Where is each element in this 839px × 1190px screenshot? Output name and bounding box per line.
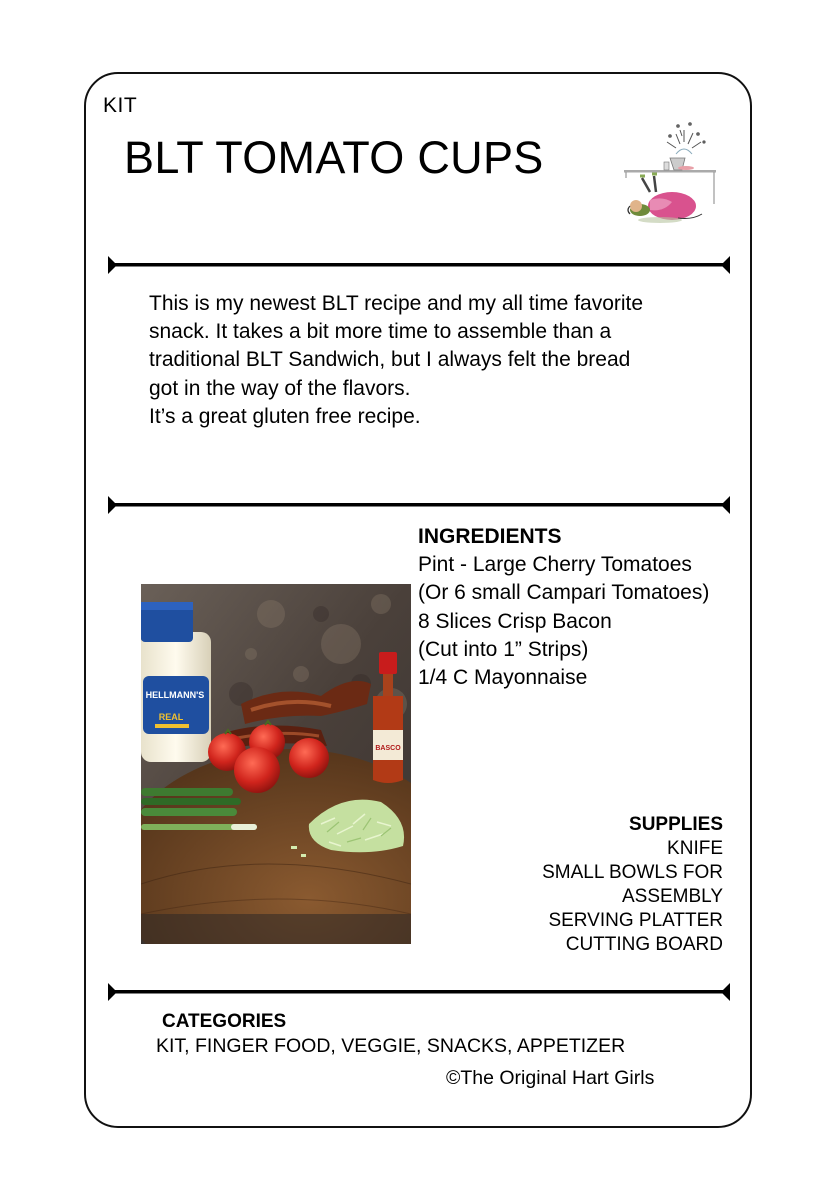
ingredient-item: 8 Slices Crisp Bacon bbox=[418, 609, 612, 633]
splash-icon bbox=[667, 123, 705, 154]
ingredient-item: (Or 6 small Campari Tomatoes) bbox=[418, 581, 710, 605]
jar-label: REAL bbox=[158, 712, 184, 722]
supply-item: SERVING PLATTER bbox=[548, 910, 723, 931]
jar-brand: HELLMANN'S bbox=[145, 690, 205, 700]
ingredient-item: 1/4 C Mayonnaise bbox=[418, 666, 588, 690]
supplies-list bbox=[470, 837, 723, 957]
fallen-figure-icon bbox=[628, 174, 702, 223]
supplies-heading: SUPPLIES bbox=[629, 814, 723, 835]
supply-item: CUTTING BOARD bbox=[565, 934, 723, 955]
ingredient-item: (Cut into 1” Strips) bbox=[418, 637, 589, 661]
recipe-title: BLT TOMATO CUPS bbox=[124, 132, 544, 183]
categories-heading: CATEGORIES bbox=[162, 1011, 287, 1032]
section-divider bbox=[108, 983, 730, 1001]
intro-note: It’s a great gluten free recipe. bbox=[149, 404, 421, 428]
kit-tag: KIT bbox=[103, 94, 138, 117]
ingredients-heading: INGREDIENTS bbox=[418, 525, 562, 548]
doodle-illustration bbox=[620, 114, 720, 230]
supply-item: KNIFE bbox=[667, 838, 723, 859]
ingredients-list bbox=[418, 551, 718, 692]
supplies-section bbox=[470, 813, 723, 957]
section-divider bbox=[108, 496, 730, 514]
copyright-notice: ©The Original Hart Girls bbox=[446, 1067, 655, 1089]
ingredients-section bbox=[418, 523, 718, 692]
categories-list: KIT, FINGER FOOD, VEGGIE, SNACKS, APPETIZER bbox=[156, 1035, 626, 1057]
supply-item: SMALL BOWLS FOR ASSEMBLY bbox=[542, 862, 723, 907]
intro-text bbox=[149, 290, 649, 431]
intro-paragraph: This is my newest BLT recipe and my all time favorite snack. It takes a bit more time to assemble than a traditional BLT Sandwich, but I always felt the bread got in the way of the flavors. bbox=[149, 292, 644, 400]
bottle-label: BASCO bbox=[375, 745, 401, 752]
recipe-photo bbox=[141, 584, 411, 944]
section-divider bbox=[108, 256, 730, 274]
ingredient-item: Pint - Large Cherry Tomatoes bbox=[418, 553, 692, 577]
